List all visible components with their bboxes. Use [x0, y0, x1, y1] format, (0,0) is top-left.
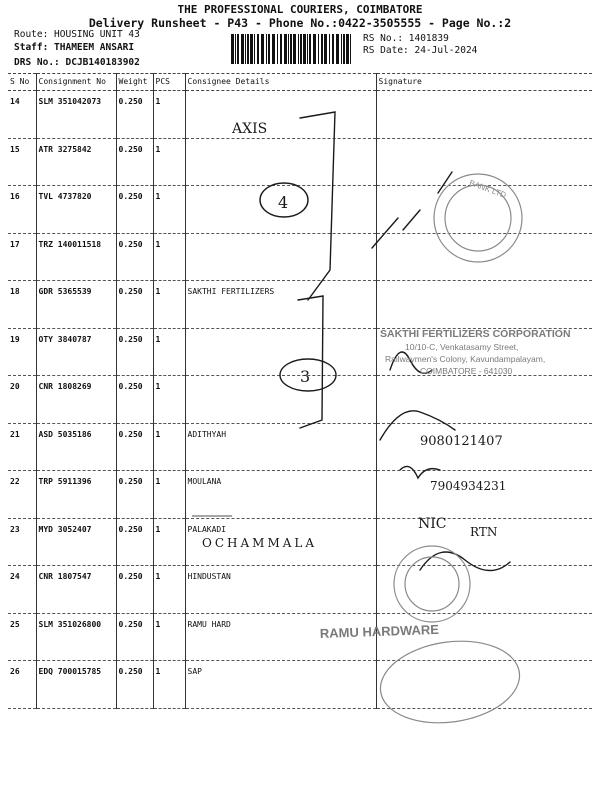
cell-weight: 0.250 [116, 281, 153, 329]
barcode-bar [336, 34, 339, 64]
cell-consignment: CNR 1807547 [36, 566, 116, 614]
barcode-bar [231, 34, 234, 64]
cell-weight: 0.250 [116, 566, 153, 614]
route-label: Route: HOUSING UNIT 43 [14, 29, 140, 40]
cell-consignee-details: MOULANA [185, 471, 376, 519]
cell-consignment: TRP 5911396 [36, 471, 116, 519]
col-weight: Weight [116, 74, 153, 91]
barcode-bar [332, 34, 334, 64]
barcode-bar [237, 34, 239, 64]
barcode-bar [290, 34, 292, 64]
cell-signature [376, 518, 592, 566]
barcode-bar [268, 34, 270, 64]
cell-consignment: MYD 3052407 [36, 518, 116, 566]
bank-stamp-text: BANK LTD [468, 178, 508, 200]
cell-consignment: SLM 351042073 [36, 91, 116, 139]
drs-value: DCJB140183902 [65, 57, 140, 68]
table-row [8, 518, 592, 566]
cell-consignment: ATR 3275842 [36, 138, 116, 186]
barcode-bar [298, 34, 299, 64]
cell-sno: 15 [8, 138, 36, 186]
cell-pcs: 1 [153, 613, 185, 661]
cell-signature [376, 376, 592, 424]
cell-sno: 19 [8, 328, 36, 376]
cell-consignee-details [185, 328, 376, 376]
barcode-bar [235, 34, 236, 64]
table-row [8, 613, 592, 661]
sakthi-stamp-line2: Railwaymen's Colony, Kavundampalayam, [385, 354, 546, 364]
rs-date: RS Date: 24-Jul-2024 [363, 45, 478, 56]
table-row [8, 138, 592, 186]
barcode-bar [341, 34, 342, 64]
barcode-bar [272, 34, 275, 64]
cell-sno: 22 [8, 471, 36, 519]
table-row [8, 661, 592, 709]
cell-consignment: SLM 351026800 [36, 613, 116, 661]
cell-weight: 0.250 [116, 233, 153, 281]
handwritten-phone-1: 9080121407 [420, 434, 503, 449]
table-row [8, 91, 592, 139]
cell-pcs: 1 [153, 376, 185, 424]
cell-sno: 14 [8, 91, 36, 139]
ramu-stamp-text: RAMU HARDWARE [319, 621, 440, 641]
cell-pcs: 1 [153, 233, 185, 281]
col-consignment: Consignment No [36, 74, 116, 91]
cell-consignment: OTY 3840787 [36, 328, 116, 376]
handwritten-nic: NIC [418, 516, 447, 532]
handwritten-axis: AXIS [232, 121, 268, 137]
cell-weight: 0.250 [116, 661, 153, 709]
sakthi-stamp-name: SAKTHI FERTILIZERS CORPORATION [380, 328, 571, 340]
handwritten-three: 3 [300, 367, 311, 386]
col-signature: Signature [376, 74, 592, 91]
sakthi-stamp-line1: 10/10-C, Venkatasamy Street, [405, 342, 519, 352]
drs-label: DRS No.: [14, 57, 60, 68]
table-row [8, 471, 592, 519]
barcode-bar [288, 34, 289, 64]
table-header-row [8, 74, 592, 91]
rs-number: RS No.: 1401839 [363, 33, 449, 44]
cell-consignee-details: PALAKADI [185, 518, 376, 566]
handwritten-phone-2: 7904934231 [430, 479, 507, 493]
barcode-bar [329, 34, 330, 64]
cell-sno: 18 [8, 281, 36, 329]
table-row [8, 186, 592, 234]
cell-weight: 0.250 [116, 376, 153, 424]
cell-consignment: ASD 5035186 [36, 423, 116, 471]
company-name: THE PROFESSIONAL COURIERS, COIMBATORE [177, 3, 423, 16]
cell-sno: 26 [8, 661, 36, 709]
barcode [231, 34, 355, 64]
barcode-bar [254, 34, 255, 64]
barcode-bar [318, 34, 319, 64]
sakthi-stamp-line3: COIMBATORE - 641030 [420, 366, 513, 376]
barcode-bar [284, 34, 287, 64]
handwritten-rtn: RTN [470, 525, 498, 539]
barcode-bar [346, 34, 349, 64]
barcode-bar [257, 34, 259, 64]
col-pcs: PCS [153, 74, 185, 91]
barcode-bar [350, 34, 351, 64]
cell-sno: 17 [8, 233, 36, 281]
cell-consignee-details [185, 233, 376, 281]
table-row [8, 423, 592, 471]
barcode-bar [300, 34, 302, 64]
barcode-bar [321, 34, 323, 64]
cell-sno: 16 [8, 186, 36, 234]
cell-signature [376, 91, 592, 139]
barcode-bar [343, 34, 345, 64]
cell-signature [376, 471, 592, 519]
barcode-bar [309, 34, 311, 64]
cell-consignee-details [185, 186, 376, 234]
cell-pcs: 1 [153, 186, 185, 234]
handwritten-ochammala: OCHAMMALA [202, 536, 318, 550]
barcode-bar [324, 34, 327, 64]
barcode-bar [266, 34, 267, 64]
cell-sno: 21 [8, 423, 36, 471]
table-row [8, 233, 592, 281]
cell-weight: 0.250 [116, 518, 153, 566]
cell-consignment: CNR 1808269 [36, 376, 116, 424]
cell-weight: 0.250 [116, 138, 153, 186]
barcode-bar [293, 34, 296, 64]
cell-sno: 24 [8, 566, 36, 614]
cell-pcs: 1 [153, 423, 185, 471]
cell-signature [376, 233, 592, 281]
runsheet-table [8, 73, 592, 709]
cell-consignment: TVL 4737820 [36, 186, 116, 234]
cell-consignee-details: SAP [185, 661, 376, 709]
cell-consignment: EDQ 700015785 [36, 661, 116, 709]
cell-weight: 0.250 [116, 186, 153, 234]
barcode-bar [241, 34, 244, 64]
barcode-bar [247, 34, 249, 64]
cell-signature [376, 186, 592, 234]
cell-pcs: 1 [153, 281, 185, 329]
barcode-bar [303, 34, 306, 64]
table-row [8, 376, 592, 424]
barcode-bar [261, 34, 264, 64]
cell-weight: 0.250 [116, 471, 153, 519]
cell-consignee-details: RAMU HARD [185, 613, 376, 661]
cell-pcs: 1 [153, 328, 185, 376]
cell-consignee-details: SAKTHI FERTILIZERS [185, 281, 376, 329]
staff-label: Staff: THAMEEM ANSARI [14, 42, 135, 53]
cell-sno: 20 [8, 376, 36, 424]
cell-consignment: TRZ 140011518 [36, 233, 116, 281]
cell-pcs: 1 [153, 566, 185, 614]
cell-signature [376, 566, 592, 614]
cell-signature [376, 423, 592, 471]
cell-pcs: 1 [153, 661, 185, 709]
table-row [8, 281, 592, 329]
cell-signature [376, 661, 592, 709]
cell-sno: 23 [8, 518, 36, 566]
barcode-bar [245, 34, 246, 64]
handwritten-four: 4 [278, 193, 289, 212]
cell-pcs: 1 [153, 518, 185, 566]
barcode-bar [307, 34, 308, 64]
col-consignee: Consignee Details [185, 74, 376, 91]
cell-consignee-details [185, 376, 376, 424]
cell-consignee-details [185, 91, 376, 139]
cell-weight: 0.250 [116, 328, 153, 376]
cell-pcs: 1 [153, 471, 185, 519]
col-sno: S No [8, 74, 36, 91]
cell-signature [376, 138, 592, 186]
cell-weight: 0.250 [116, 613, 153, 661]
runsheet-title: Delivery Runsheet - P43 - Phone No.:0422-3505555 - Page No.:2 [88, 16, 512, 30]
cell-weight: 0.250 [116, 423, 153, 471]
cell-consignee-details [185, 138, 376, 186]
cell-pcs: 1 [153, 91, 185, 139]
barcode-bar [277, 34, 278, 64]
cell-signature [376, 613, 592, 661]
cell-consignee-details: ADITHYAH [185, 423, 376, 471]
cell-consignment: GDR 5365539 [36, 281, 116, 329]
barcode-bar [313, 34, 316, 64]
cell-weight: 0.250 [116, 91, 153, 139]
cell-pcs: 1 [153, 138, 185, 186]
cell-sno: 25 [8, 613, 36, 661]
cell-signature [376, 281, 592, 329]
barcode-bar [250, 34, 253, 64]
cell-consignee-details: HINDUSTAN [185, 566, 376, 614]
barcode-bar [280, 34, 282, 64]
table-row [8, 566, 592, 614]
drs-number [14, 57, 140, 68]
